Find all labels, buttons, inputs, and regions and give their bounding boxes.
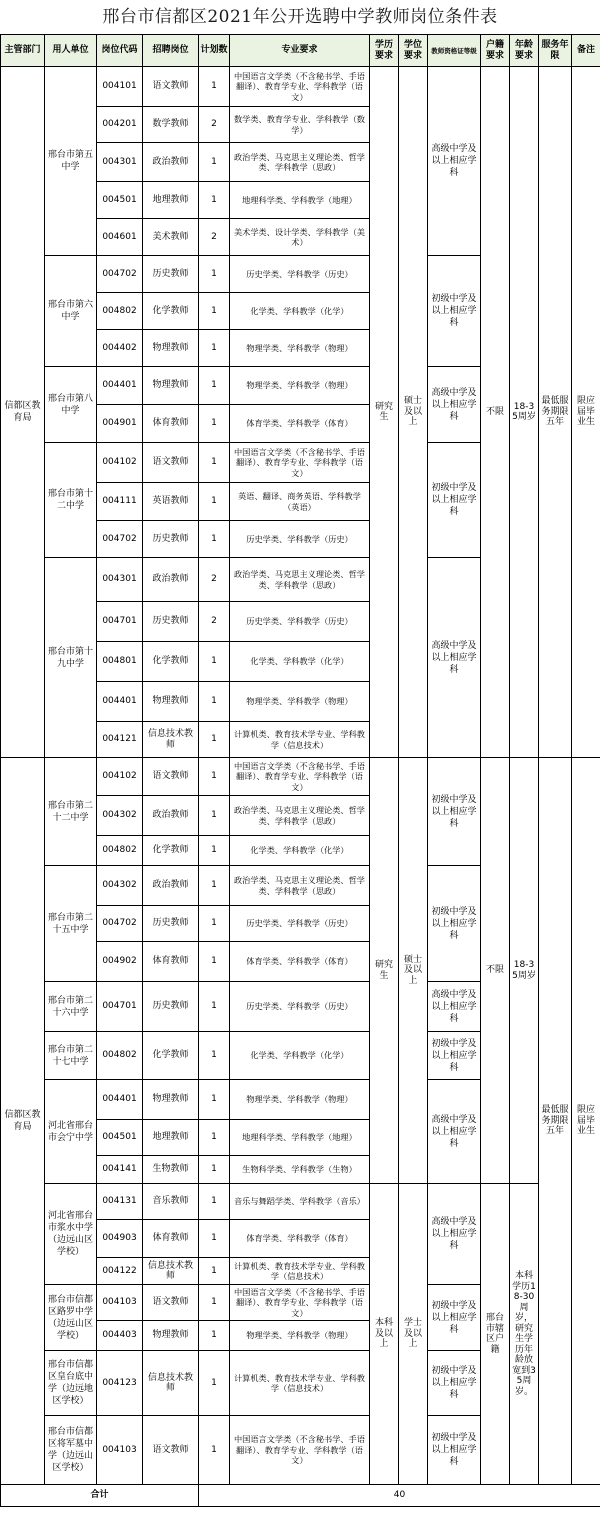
major-requirement: 地理科学类、学科教学（地理） <box>230 182 370 219</box>
position-code: 004301 <box>97 143 143 182</box>
major-requirement: 中国语言文学类（不含秘书学、手语翻译）、教育学专业、学科教学（语文） <box>230 1416 370 1485</box>
position-name: 政治教师 <box>143 558 199 602</box>
position-count: 1 <box>199 1184 230 1220</box>
position-code: 004401 <box>97 1080 143 1120</box>
note-cell: 限应届毕业生 <box>572 758 600 1485</box>
position-code: 004702 <box>97 256 143 293</box>
position-name: 语文教师 <box>143 758 199 796</box>
header-dept: 主管部门 <box>1 35 45 67</box>
header-major: 专业要求 <box>230 35 370 67</box>
position-code: 004801 <box>97 642 143 682</box>
position-code: 004702 <box>97 906 143 942</box>
table-row <box>1 1184 600 1220</box>
cert-cell: 高级中学及以上相应学科 <box>428 367 481 443</box>
position-name: 语文教师 <box>143 67 199 107</box>
position-code: 004401 <box>97 367 143 405</box>
hukou-cell: 邢台市辖区户籍 <box>481 1184 510 1485</box>
position-name: 物理教师 <box>143 1321 199 1351</box>
position-name: 生物教师 <box>143 1156 199 1184</box>
total-row <box>1 1485 600 1507</box>
header-position: 招聘岗位 <box>143 35 199 67</box>
position-code: 004111 <box>97 483 143 521</box>
position-count: 2 <box>199 602 230 642</box>
major-requirement: 历史学类、学科教学（历史） <box>230 982 370 1032</box>
service-cell: 最低服务期限五年 <box>539 67 572 758</box>
position-count: 1 <box>199 521 230 558</box>
header-degree: 学位要求 <box>399 35 428 67</box>
dept-cell: 信都区教育局 <box>1 67 45 758</box>
education-cell: 研究生 <box>370 758 399 1184</box>
unit-cell: 河北省邢台市会宁中学 <box>45 1080 97 1184</box>
major-requirement: 中国语言文学类（不含秘书学、手语翻译）、教育学专业、学科教学（语文） <box>230 758 370 796</box>
position-code: 004501 <box>97 1120 143 1156</box>
position-count: 1 <box>199 982 230 1032</box>
position-code: 004701 <box>97 602 143 642</box>
position-count: 1 <box>199 1120 230 1156</box>
unit-cell: 邢台市第二十七中学 <box>45 1032 97 1080</box>
position-name: 体育教师 <box>143 1220 199 1258</box>
major-requirement: 化学类、学科教学（化学） <box>230 293 370 330</box>
degree-cell: 学士及以上 <box>399 1184 428 1485</box>
position-name: 化学教师 <box>143 1032 199 1080</box>
position-name: 信息技术教师 <box>143 1351 199 1416</box>
position-count: 1 <box>199 796 230 836</box>
position-code: 004601 <box>97 219 143 256</box>
position-count: 1 <box>199 758 230 796</box>
position-name: 地理教师 <box>143 1120 199 1156</box>
position-code: 004802 <box>97 293 143 330</box>
position-name: 政治教师 <box>143 796 199 836</box>
major-requirement: 历史学类、学科教学（历史） <box>230 521 370 558</box>
header-note: 备注 <box>572 35 600 67</box>
position-code: 004802 <box>97 836 143 866</box>
total-label: 合计 <box>1 1485 199 1507</box>
position-name: 音乐教师 <box>143 1184 199 1220</box>
unit-cell: 邢台市信都区将军墓中学（边远山区学校） <box>45 1416 97 1485</box>
position-count: 1 <box>199 293 230 330</box>
position-name: 体育教师 <box>143 405 199 443</box>
unit-cell: 邢台市第二十二中学 <box>45 758 97 866</box>
hukou-cell: 不限 <box>481 67 510 758</box>
position-name: 体育教师 <box>143 942 199 982</box>
unit-cell: 邢台市第六中学 <box>45 256 97 367</box>
cert-cell: 初级中学及以上相应学科 <box>428 1351 481 1416</box>
header-unit: 用人单位 <box>45 35 97 67</box>
major-requirement: 化学类、学科教学（化学） <box>230 642 370 682</box>
position-count: 1 <box>199 483 230 521</box>
header-count: 计划数 <box>199 35 230 67</box>
position-name: 地理教师 <box>143 182 199 219</box>
dept-cell: 信都区教育局 <box>1 758 45 1485</box>
position-name: 物理教师 <box>143 682 199 722</box>
position-code: 004123 <box>97 1351 143 1416</box>
position-name: 语文教师 <box>143 443 199 483</box>
unit-cell: 邢台市第二十六中学 <box>45 982 97 1032</box>
header-education: 学历要求 <box>370 35 399 67</box>
education-cell: 研究生 <box>370 67 399 758</box>
position-count: 1 <box>199 1321 230 1351</box>
header-cert: 教师资格证等级 <box>428 35 481 67</box>
position-count: 1 <box>199 836 230 866</box>
major-requirement: 政治学类、马克思主义理论类、哲学类、学科教学（思政） <box>230 143 370 182</box>
major-requirement: 化学类、学科教学（化学） <box>230 836 370 866</box>
cert-cell: 初级中学及以上相应学科 <box>428 866 481 982</box>
cert-cell: 初级中学及以上相应学科 <box>428 1416 481 1485</box>
position-name: 历史教师 <box>143 256 199 293</box>
service-cell: 最低服务期限五年 <box>539 758 572 1485</box>
position-name: 信息技术教师 <box>143 1258 199 1285</box>
header-row <box>1 35 600 67</box>
position-code: 004103 <box>97 1285 143 1321</box>
major-requirement: 计算机类、教育技术学专业、学科教学（信息技术） <box>230 1258 370 1285</box>
position-code: 004901 <box>97 405 143 443</box>
position-name: 政治教师 <box>143 866 199 906</box>
age-cell: 18-35周岁 <box>510 67 539 758</box>
position-count: 1 <box>199 367 230 405</box>
position-count: 1 <box>199 906 230 942</box>
position-name: 历史教师 <box>143 602 199 642</box>
cert-cell: 高级中学及以上相应学科 <box>428 558 481 758</box>
major-requirement: 政治学类、马克思主义理论类、哲学类、学科教学（思政） <box>230 796 370 836</box>
position-code: 004802 <box>97 1032 143 1080</box>
major-requirement: 数学类、教育学专业、学科教学（数学） <box>230 107 370 143</box>
major-requirement: 物理学类、学科教学（物理） <box>230 1080 370 1120</box>
major-requirement: 计算机类、教育技术学专业、学科教学（信息技术） <box>230 1351 370 1416</box>
major-requirement: 体育学类、学科教学（体育） <box>230 1220 370 1258</box>
major-requirement: 政治学类、马克思主义理论类、哲学类、学科教学（思政） <box>230 866 370 906</box>
position-name: 化学教师 <box>143 836 199 866</box>
major-requirement: 体育学类、学科教学（体育） <box>230 405 370 443</box>
cert-cell: 初级中学及以上相应学科 <box>428 1285 481 1351</box>
position-name: 物理教师 <box>143 330 199 367</box>
position-name: 信息技术教师 <box>143 722 199 758</box>
table-row <box>1 758 600 796</box>
hukou-cell: 不限 <box>481 758 510 1184</box>
position-code: 004141 <box>97 1156 143 1184</box>
position-code: 004302 <box>97 866 143 906</box>
position-code: 004102 <box>97 758 143 796</box>
cert-cell: 初级中学及以上相应学科 <box>428 1032 481 1080</box>
unit-cell: 邢台市信都区皇台底中学（边远地区学校） <box>45 1351 97 1416</box>
cert-cell: 高级中学及以上相应学科 <box>428 982 481 1032</box>
major-requirement: 生物科学类、学科教学（生物） <box>230 1156 370 1184</box>
position-name: 英语教师 <box>143 483 199 521</box>
cert-cell: 高级中学及以上相应学科 <box>428 1184 481 1285</box>
position-name: 语文教师 <box>143 1285 199 1321</box>
major-requirement: 地理科学类、学科教学（地理） <box>230 1120 370 1156</box>
position-code: 004121 <box>97 722 143 758</box>
major-requirement: 计算机类、教育技术学专业、学科教学（信息技术） <box>230 722 370 758</box>
degree-cell: 硕士及以上 <box>399 67 428 758</box>
position-code: 004122 <box>97 1258 143 1285</box>
cert-cell: 初级中学及以上相应学科 <box>428 758 481 866</box>
table-row <box>1 67 600 107</box>
major-requirement: 政治学类、马克思主义理论类、哲学类、学科教学（思政） <box>230 558 370 602</box>
age-cell: 18-35周岁 <box>510 758 539 1184</box>
position-count: 1 <box>199 866 230 906</box>
cert-cell: 高级中学及以上相应学科 <box>428 1080 481 1184</box>
major-requirement: 物理学类、学科教学（物理） <box>230 682 370 722</box>
position-code: 004103 <box>97 1416 143 1485</box>
position-count: 1 <box>199 942 230 982</box>
position-code: 004902 <box>97 942 143 982</box>
position-count: 1 <box>199 1080 230 1120</box>
position-count: 1 <box>199 330 230 367</box>
position-name: 历史教师 <box>143 521 199 558</box>
positions-table <box>0 34 600 1507</box>
position-count: 1 <box>199 722 230 758</box>
major-requirement: 中国语言文学类（不含秘书学、手语翻译）、教育学专业、学科教学（语文） <box>230 1285 370 1321</box>
major-requirement: 体育学类、学科教学（体育） <box>230 942 370 982</box>
cert-cell: 初级中学及以上相应学科 <box>428 443 481 558</box>
major-requirement: 物理学类、学科教学（物理） <box>230 330 370 367</box>
age-cell: 本科学历18-30周岁，研究生学历年龄放宽到35周岁。 <box>510 1184 539 1485</box>
position-count: 1 <box>199 1258 230 1285</box>
position-count: 2 <box>199 107 230 143</box>
position-name: 美术教师 <box>143 219 199 256</box>
position-code: 004701 <box>97 982 143 1032</box>
position-name: 物理教师 <box>143 1080 199 1120</box>
major-requirement: 美术学类、设计学类、学科教学（美术） <box>230 219 370 256</box>
position-code: 004501 <box>97 182 143 219</box>
note-cell: 限应届毕业生 <box>572 67 600 758</box>
unit-cell: 邢台市第五中学 <box>45 67 97 256</box>
education-cell: 本科及以上 <box>370 1184 399 1485</box>
header-service: 服务年限 <box>539 35 572 67</box>
header-age: 年龄要求 <box>510 35 539 67</box>
position-count: 1 <box>199 1220 230 1258</box>
position-count: 1 <box>199 443 230 483</box>
position-code: 004302 <box>97 796 143 836</box>
position-code: 004301 <box>97 558 143 602</box>
position-name: 历史教师 <box>143 906 199 942</box>
position-count: 1 <box>199 182 230 219</box>
unit-cell: 邢台市第二十五中学 <box>45 866 97 982</box>
position-code: 004401 <box>97 682 143 722</box>
position-count: 2 <box>199 558 230 602</box>
major-requirement: 化学类、学科教学（化学） <box>230 1032 370 1080</box>
position-count: 1 <box>199 1351 230 1416</box>
major-requirement: 物理学类、学科教学（物理） <box>230 367 370 405</box>
position-count: 1 <box>199 642 230 682</box>
position-count: 1 <box>199 1156 230 1184</box>
major-requirement: 历史学类、学科教学（历史） <box>230 602 370 642</box>
major-requirement: 英语、翻译、商务英语、学科教学（英语） <box>230 483 370 521</box>
unit-cell: 河北省邢台市浆水中学（边远山区学校） <box>45 1184 97 1285</box>
position-count: 1 <box>199 682 230 722</box>
position-name: 化学教师 <box>143 642 199 682</box>
position-code: 004403 <box>97 1321 143 1351</box>
position-name: 历史教师 <box>143 982 199 1032</box>
unit-cell: 邢台市第十九中学 <box>45 558 97 758</box>
major-requirement: 中国语言文学类（不含秘书学、手语翻译）、教育学专业、学科教学（语文） <box>230 443 370 483</box>
position-name: 政治教师 <box>143 143 199 182</box>
position-count: 1 <box>199 256 230 293</box>
position-code: 004201 <box>97 107 143 143</box>
position-count: 1 <box>199 67 230 107</box>
position-count: 1 <box>199 1416 230 1485</box>
position-count: 2 <box>199 219 230 256</box>
position-count: 1 <box>199 1285 230 1321</box>
major-requirement: 历史学类、学科教学（历史） <box>230 906 370 942</box>
position-code: 004131 <box>97 1184 143 1220</box>
unit-cell: 邢台市第八中学 <box>45 367 97 443</box>
position-code: 004102 <box>97 443 143 483</box>
position-name: 语文教师 <box>143 1416 199 1485</box>
position-count: 1 <box>199 1032 230 1080</box>
header-code: 岗位代码 <box>97 35 143 67</box>
cert-cell: 高级中学及以上相应学科 <box>428 67 481 256</box>
position-code: 004101 <box>97 67 143 107</box>
major-requirement: 中国语言文学类（不含秘书学、手语翻译）、教育学专业、学科教学（语文） <box>230 67 370 107</box>
position-count: 1 <box>199 143 230 182</box>
position-name: 数学教师 <box>143 107 199 143</box>
position-count: 1 <box>199 405 230 443</box>
position-name: 化学教师 <box>143 293 199 330</box>
position-code: 004402 <box>97 330 143 367</box>
major-requirement: 物理学类、学科教学（物理） <box>230 1321 370 1351</box>
major-requirement: 音乐与舞蹈学类、学科教学（音乐） <box>230 1184 370 1220</box>
page-title: 邢台市信都区2021年公开选聘中学教师岗位条件表 <box>102 7 498 27</box>
degree-cell: 硕士及以上 <box>399 758 428 1184</box>
unit-cell: 邢台市第十二中学 <box>45 443 97 558</box>
total-value: 40 <box>199 1485 600 1507</box>
position-name: 物理教师 <box>143 367 199 405</box>
cert-cell: 初级中学及以上相应学科 <box>428 256 481 367</box>
header-hukou: 户籍要求 <box>481 35 510 67</box>
position-code: 004702 <box>97 521 143 558</box>
major-requirement: 历史学类、学科教学（历史） <box>230 256 370 293</box>
position-code: 004903 <box>97 1220 143 1258</box>
unit-cell: 邢台市信都区路罗中学（边远山区学校） <box>45 1285 97 1351</box>
